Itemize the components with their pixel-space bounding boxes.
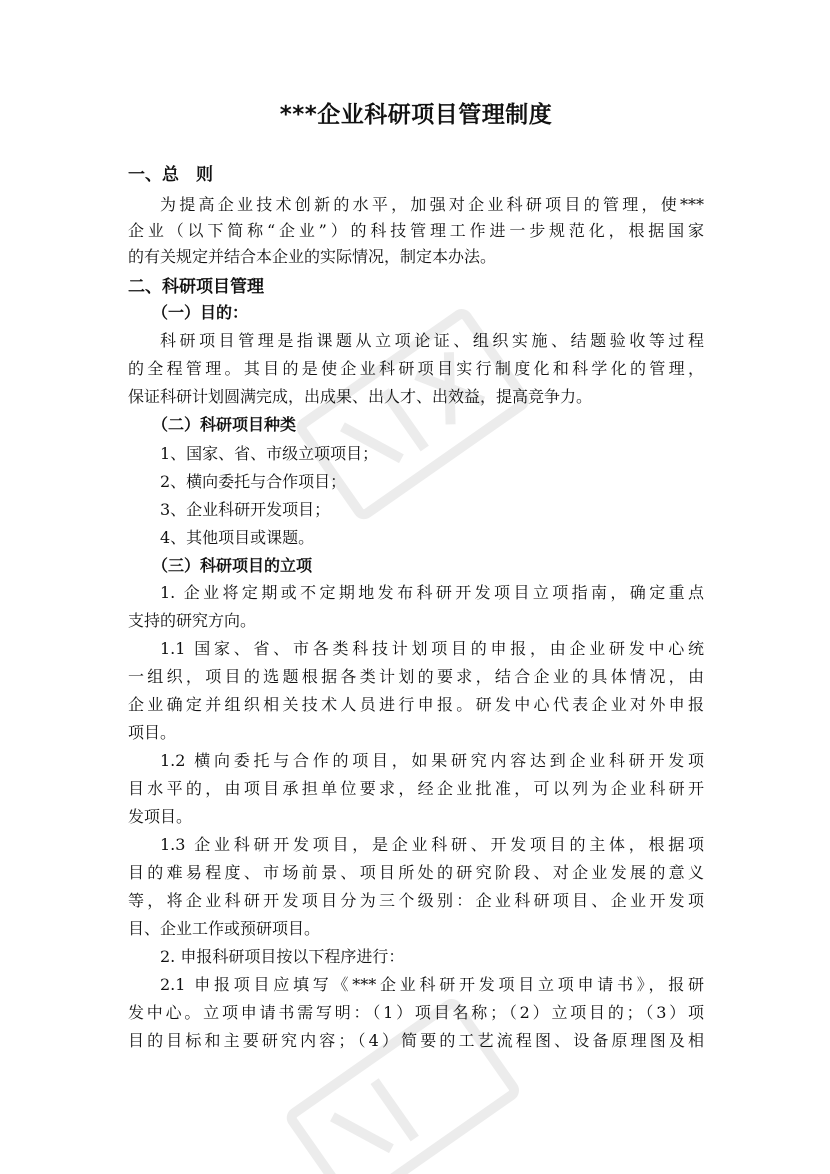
paragraph-line: 1.3 企业科研开发项目，是企业科研、开发项目的主体，根据项 — [160, 835, 704, 854]
paragraph-line: 科研项目管理是指课题从立项论证、组织实施、结题验收等过程 — [160, 331, 704, 350]
paragraph-line: 目的目标和主要研究内容；（4）简要的工艺流程图、设备原理图及相 — [128, 1031, 704, 1050]
paragraph-line: 项目。 — [128, 723, 177, 742]
paragraph-line: 的全程管理。其目的是使企业科研项目实行制度化和科学化的管理， — [128, 359, 704, 378]
subsection-heading-purpose: （一）目的： — [152, 303, 249, 322]
paragraph-line: 发中心。立项申请书需写明：（1）项目名称；（2）立项目的；（3）项 — [128, 1003, 704, 1022]
paragraph-line: 目、企业工作或预研项目。 — [128, 919, 321, 938]
paragraph-line: 2.1 申报项目应填写《***企业科研开发项目立项申请书》，报研 — [160, 975, 704, 994]
paragraph-line: 保证科研计划圆满完成，出成果、出人才、出效益，提高竞争力。 — [128, 387, 593, 406]
watermark-graphic — [250, 250, 570, 570]
paragraph-line: 目水平的，由项目承担单位要求，经企业批准，可以列为企业科研开 — [128, 779, 704, 798]
paragraph-line: 的有关规定并结合本企业的实际情况，制定本办法。 — [128, 247, 497, 266]
subsection-heading-types: （二）科研项目种类 — [152, 415, 297, 434]
paragraph-line: 企业确定并组织相关技术人员进行申报。研发中心代表企业对外申报 — [128, 695, 704, 714]
document-title: ***企业科研项目管理制度 — [279, 102, 553, 128]
paragraph-line: 支持的研究方向。 — [128, 611, 257, 630]
list-item: 2、横向委托与合作项目； — [160, 472, 347, 491]
paragraph-line: 企业（以下简称“企业”）的科技管理工作进一步规范化，根据国家 — [128, 221, 704, 240]
paragraph-line: 发项目。 — [128, 807, 193, 826]
paragraph-line: 1.1 国家、省、市各类科技计划项目的申报，由企业研发中心统 — [160, 639, 704, 658]
list-item: 1、国家、省、市级立项项目； — [160, 444, 379, 463]
section-heading-general: 一、总 则 — [128, 165, 213, 185]
paragraph-line: 等，将企业科研开发项目分为三个级别：企业科研项目、企业开发项 — [128, 891, 704, 910]
list-item: 4、其他项目或课题。 — [160, 528, 315, 547]
paragraph-line: 1. 企业将定期或不定期地发布科研开发项目立项指南，确定重点 — [160, 583, 704, 602]
paragraph-line: 2. 申报科研项目按以下程序进行： — [160, 947, 405, 966]
paragraph-line: 目的难易程度、市场前景、项目所处的研究阶段、对企业发展的意义 — [128, 863, 704, 882]
subsection-heading-project-setup: （三）科研项目的立项 — [152, 556, 313, 575]
list-item: 3、企业科研开发项目； — [160, 500, 331, 519]
section-heading-project-management: 二、科研项目管理 — [128, 277, 264, 297]
paragraph-line: 为提高企业技术创新的水平，加强对企业科研项目的管理，使*** — [160, 195, 704, 214]
paragraph-line: 1.2 横向委托与合作的项目，如果研究内容达到企业科研开发项 — [160, 751, 704, 770]
paragraph-line: 一组织，项目的选题根据各类计划的要求，结合企业的具体情况，由 — [128, 667, 704, 686]
